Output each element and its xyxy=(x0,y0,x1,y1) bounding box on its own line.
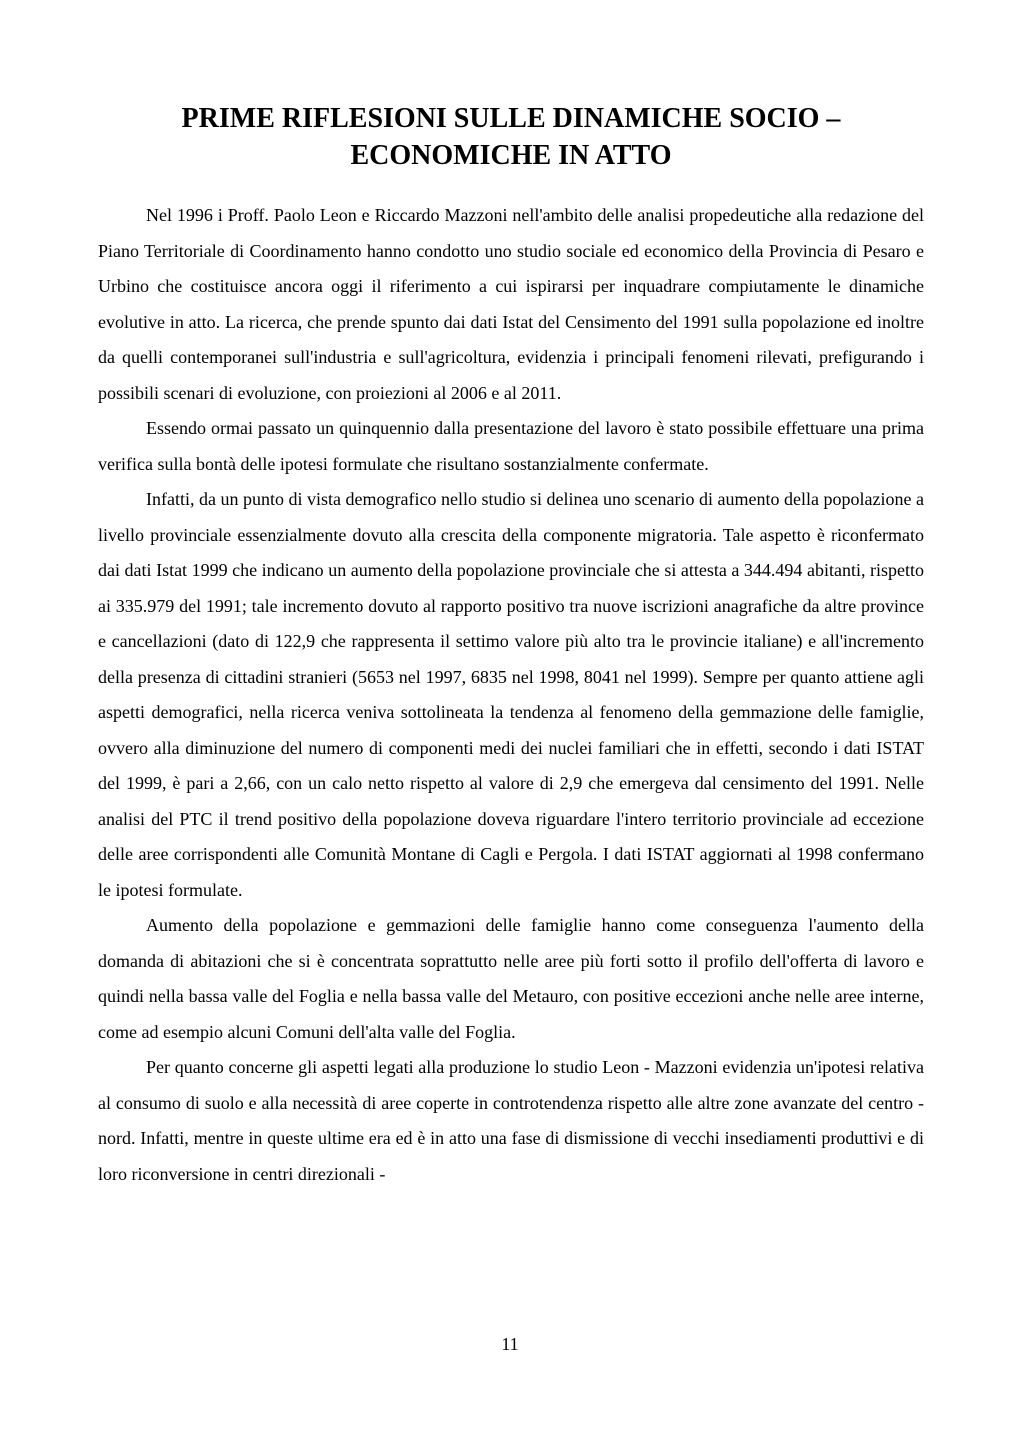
title-line-1: PRIME RIFLESIONI SULLE DINAMICHE SOCIO – xyxy=(181,103,841,134)
paragraph: Essendo ormai passato un quinquennio dalla presentazione del lavoro è stato possibile effettuare una prima verifica sulla bontà delle ipotesi formulate che risultano sostanzialmente confermate. xyxy=(98,418,924,474)
page-number: 11 xyxy=(501,1334,519,1354)
page-title xyxy=(98,100,924,174)
title-line-2: ECONOMICHE IN ATTO xyxy=(350,140,672,171)
body-text xyxy=(98,198,924,1192)
paragraph: Infatti, da un punto di vista demografico nello studio si delinea uno scenario di aumento della popolazione a livello provinciale essenzialmente dovuto alla crescita della componente migratoria. Tale aspetto è riconfermato dai dati Istat 1999 che indicano un aumento della popolazione provinciale che si attesta a 344.494 abitanti, rispetto ai 335.979 del 1991; tale incremento dovuto al rapporto positivo tra nuove iscrizioni anagrafiche da altre province e cancellazioni (dato di 122,9 che rappresenta il settimo valore più alto tra le provincie italiane) e all'incremento della presenza di cittadini stranieri (5653 nel 1997, 6835 nel 1998, 8041 nel 1999). Sempre per quanto attiene agli aspetti demografici, nella ricerca veniva sottolineata la tendenza al fenomeno della gemmazione delle famiglie, ovvero alla diminuzione del numero di componenti medi dei nuclei familiari che in effetti, secondo i dati ISTAT del 1999, è pari a 2,66, con un calo netto rispetto al valore di 2,9 che emergeva dal censimento del 1991. Nelle analisi del PTC il trend positivo della popolazione doveva riguardare l'intero territorio provinciale ad eccezione delle aree corrispondenti alle Comunità Montane di Cagli e Pergola. I dati ISTAT aggiornati al 1998 confermano le ipotesi formulate. xyxy=(98,489,924,900)
paragraph: Per quanto concerne gli aspetti legati alla produzione lo studio Leon - Mazzoni evidenzia un'ipotesi relativa al consumo di suolo e alla necessità di aree coperte in controtendenza rispetto alle altre zone avanzate del centro - nord. Infatti, mentre in queste ultime era ed è in atto una fase di dismissione di vecchi insediamenti produttivi e di loro riconversione in centri direzionali - xyxy=(98,1057,924,1184)
paragraph: Aumento della popolazione e gemmazioni delle famiglie hanno come conseguenza l'aumento della domanda di abitazioni che si è concentrata soprattutto nelle aree più forti sotto il profilo dell'offerta di lavoro e quindi nella bassa valle del Foglia e nella bassa valle del Metauro, con positive eccezioni anche nelle aree interne, come ad esempio alcuni Comuni dell'alta valle del Foglia. xyxy=(98,915,924,1042)
paragraph: Nel 1996 i Proff. Paolo Leon e Riccardo Mazzoni nell'ambito delle analisi propedeutiche alla redazione del Piano Territoriale di Coordinamento hanno condotto uno studio sociale ed economico della Provincia di Pesaro e Urbino che costituisce ancora oggi il riferimento a cui ispirarsi per inquadrare compiutamente le dinamiche evolutive in atto. La ricerca, che prende spunto dai dati Istat del Censimento del 1991 sulla popolazione ed inoltre da quelli contemporanei sull'industria e sull'agricoltura, evidenzia i principali fenomeni rilevati, prefigurando i possibili scenari di evoluzione, con proiezioni al 2006 e al 2011. xyxy=(98,205,924,403)
